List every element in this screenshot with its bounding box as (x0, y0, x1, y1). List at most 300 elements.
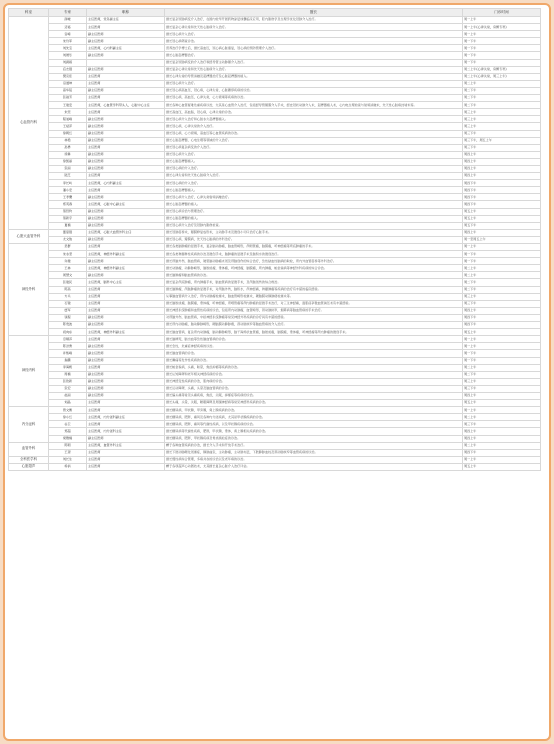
doctor-title: 副主任医师 (87, 343, 165, 350)
clinic-time: 周五上午 (463, 215, 541, 222)
clinic-time: 周一上午(心律失常，房颤专科) (463, 24, 541, 31)
doctor-title: 主任医师，心血管学科带头人，心脏中心主任 (87, 102, 165, 109)
doctor-name: 徐朝红 (49, 130, 87, 137)
doctor-specialty: 擅长心脏起搏器，心电生理等领域的介入治疗。 (165, 137, 463, 144)
doctor-specialty: 擅长头痛，头晕，失眠，睡眠障碍及周围神经病等常见神经科疾病的诊治。 (165, 400, 463, 407)
table-body (9, 17, 541, 471)
department-cell: 神经内科 (9, 336, 49, 407)
doctor-specialty: 擅长复杂冠脉病变的介入治疗和经导管主动脉瓣介入治疗。 (165, 59, 463, 66)
clinic-time: 周三上午 (463, 378, 541, 385)
table-row (9, 329, 541, 336)
doctor-name: 许健 (49, 258, 87, 265)
department-cell: 全科医学科 (9, 456, 49, 463)
doctor-title: 副主任医师 (87, 52, 165, 59)
doctor-name: 李长岭 (49, 180, 87, 187)
doctor-specialty: 擅长心脏起搏器植入。 (165, 158, 463, 165)
doctor-name: 张建民 (49, 279, 87, 286)
doctor-name: 杨俏 (49, 463, 87, 470)
clinic-time: 周四上午 (463, 435, 541, 442)
doctor-name: 迈裕 (49, 24, 87, 31)
table-row (9, 435, 541, 442)
clinic-time: 周二上午 (463, 442, 541, 449)
doctor-name: 徐小红 (49, 414, 87, 421)
doctor-name: 刘鸥娟 (49, 59, 87, 66)
doctor-title: 主任医师，内分泌科副主任 (87, 414, 165, 421)
doctor-specialty: 擅长冠心病高血压，冠心病，心律失常，心脏骤停疾病的诊治。 (165, 87, 463, 94)
doctor-specialty: 擅长脑血管病的诊治。 (165, 350, 463, 357)
doctor-specialty: 擅长冠心病介入治疗。 (165, 31, 463, 38)
clinic-time: 周二上午 (463, 414, 541, 421)
doctor-title: 主任医师 (87, 244, 165, 251)
doctor-specialty: 擅长颅内动脉瘤，脑动静脉畸形，硬脑膜动静脉瘘，颈动脉狭窄等脑血管病的介入治疗。 (165, 322, 463, 329)
doctor-name: 郑英春 (49, 201, 87, 208)
doctor-specialty: 精于各种血管疾病的诊治，擅长介入手术和开放手术治疗。 (165, 442, 463, 449)
doctor-name: 刘晶 (49, 400, 87, 407)
header-specialty: 擅长 (165, 9, 463, 17)
clinic-time: 周五上午 (463, 208, 541, 215)
clinic-time: 周三上午 (463, 293, 541, 300)
table-row (9, 322, 541, 329)
doctor-specialty: 擅长糖尿病，肥胖，痛风等代谢性疾病，以及甲状腺疾病的诊治。 (165, 421, 463, 428)
table-row (9, 144, 541, 151)
doctor-specialty: 擅长下肢动脉硬化闭塞症，静脉曲张，主动脉瘤，主动脉夹层，下肢静脉血栓及颈动脉狭窄等血管疾病的诊治。 (165, 449, 463, 456)
doctor-title: 主任医师 (87, 24, 165, 31)
doctor-title: 主任医师，血管外科主任 (87, 442, 165, 449)
doctor-specialty: 擅长冠心病介入治疗。 (165, 80, 463, 87)
table-row (9, 236, 541, 243)
doctor-title: 主任医师 (87, 336, 165, 343)
table-row (9, 73, 541, 80)
clinic-time: 周一下午 (463, 350, 541, 357)
clinic-time: 周一下午 (463, 45, 541, 52)
doctor-specialty: 擅长冠心病的介入治疗。 (165, 165, 463, 172)
clinic-time: 周二下午 (463, 95, 541, 102)
doctor-title: 主任医师 (87, 73, 165, 80)
clinic-time: 周四下午 (463, 187, 541, 194)
table-row (9, 208, 541, 215)
doctor-specialty: 擅长各类脑肿瘤的显微手术，复杂脑动脉瘤，脑血管畸形，颅咽管瘤，脑膜瘤，听神经瘤等颅底肿瘤的手术。 (165, 244, 463, 251)
clinic-time: 周二上午 (463, 265, 541, 272)
header-expert: 专家 (49, 9, 87, 17)
table-row (9, 442, 541, 449)
department-cell: 神经外科 (9, 244, 49, 336)
clinic-time: 周一上午 (463, 456, 541, 463)
doctor-name: 董爱强 (49, 229, 87, 236)
doctor-title: 主任医师，内分泌科主任 (87, 428, 165, 435)
doctor-title: 副主任医师 (87, 385, 165, 392)
doctor-specialty: 擅长心律失常的导管消融及起搏器治疗及心脏起搏器的植入。 (165, 73, 463, 80)
doctor-specialty: 擅长运动障碍，头痛，头晕及脑血管病的诊治。 (165, 385, 463, 392)
doctor-specialty: 擅长动脉瘤，动静脉畸形，脑胶质瘤，垂体瘤，听神经瘤，脑膜瘤，颅内肿瘤，帕金森病等神经外科疾病的综合诊治。 (165, 265, 463, 272)
doctor-specialty: 擅长心脏起搏器的植入。 (165, 215, 463, 222)
doctor-name: 陈洪勇 (49, 343, 87, 350)
clinic-time: 周四上午 (463, 392, 541, 399)
doctor-name: 徐凯丽 (49, 158, 87, 165)
doctor-specialty: 擅长急性，危重症神经疾病的诊治。 (165, 343, 463, 350)
header-department: 科室 (9, 9, 49, 17)
clinic-time: 周二下午 (463, 371, 541, 378)
table-row (9, 421, 541, 428)
doctor-name: 徐耕 (49, 151, 87, 158)
doctor-specialty: 营养治疗学博士后，擅长高血压，冠心病心脏康复，冠心病的预防管理介入治疗。 (165, 45, 463, 52)
doctor-name: 王建安 (49, 102, 87, 109)
table-row (9, 400, 541, 407)
doctor-name: 周慧文 (49, 272, 87, 279)
doctor-specialty: 从事脑血管病介入治疗，颅内动脉瘤栓塞术，脑血管畸形栓塞术，硬脑膜动静脉瘘栓塞术等。 (165, 293, 463, 300)
department-cell: 内分泌科 (9, 407, 49, 442)
clinic-time: 周三上午 (463, 116, 541, 123)
doctor-specialty: 擅长脑血管病，复杂颅内动脉瘤，脑动静脉畸形，脑干海绵状血管瘤，脑胶质瘤，脑膜瘤，垂体瘤，听神经瘤等颅内肿瘤的微创手术。 (165, 329, 463, 336)
doctor-title: 主任医师，心脏中心副主任 (87, 201, 165, 208)
doctor-specialty: 擅长心脏起搏器的植入。 (165, 201, 463, 208)
doctor-title: 主任医师 (87, 293, 165, 300)
clinic-time: 周二下午 (463, 87, 541, 94)
doctor-name: 祝向东 (49, 329, 87, 336)
clinic-time: 周二上午(心律失常，周三上午) (463, 73, 541, 80)
doctor-specialty: 擅长心脏起搏器治疗。 (165, 52, 463, 59)
doctor-specialty: 擅长冠心病介入治疗和心脏永久起搏器植入。 (165, 116, 463, 123)
doctor-name: 孙勇 (49, 144, 87, 151)
table-row (9, 428, 541, 435)
doctor-title: 主任医师，脑科中心主任 (87, 279, 165, 286)
table-row (9, 31, 541, 38)
clinic-time: 周二上午 (463, 364, 541, 371)
doctor-name: 石键 (49, 300, 87, 307)
doctor-specialty: 擅长心律失常和先天性心脏病介入治疗。 (165, 173, 463, 180)
doctor-specialty: 擅长糖尿病，肥胖，痛风及各种内分泌疾病，尤其是甲状腺疾病的诊治。 (165, 414, 463, 421)
doctor-title (87, 59, 165, 66)
doctor-name: 蔡新宇 (49, 215, 87, 222)
doctor-name: 方兵 (49, 293, 87, 300)
doctor-name: 谷卫 (49, 421, 87, 428)
doctor-name: 陈朝 (49, 442, 87, 449)
clinic-time: 周二上午 (463, 272, 541, 279)
table-row (9, 222, 541, 229)
doctor-name: 朱莞 (49, 109, 87, 116)
doctor-title: 主任医师 (87, 109, 165, 116)
department-cell: 心血管内科 (9, 17, 49, 230)
doctor-name: 刘长生 (49, 456, 87, 463)
doctor-title: 副主任医师 (87, 31, 165, 38)
doctor-title: 主任医师，心内科副主任 (87, 45, 165, 52)
doctor-name: 后志强 (49, 66, 87, 73)
doctor-title: 副主任医师 (87, 392, 165, 399)
doctor-name: 郑超 (49, 428, 87, 435)
doctor-specialty: 擅长脑胶质瘤，脑膜瘤，垂体瘤，听神经瘤，颅咽管瘤等颅内肿瘤的显微手术治疗，对三叉神经痛，面肌痉挛微血管减压术有丰富经验。 (165, 300, 463, 307)
table-row (9, 265, 541, 272)
clinic-time: 周一上午 (463, 336, 541, 343)
doctor-name: 蔡哲钧 (49, 208, 87, 215)
table-row (9, 130, 541, 137)
doctor-title: 主任医师，神经外科副主任 (87, 265, 165, 272)
doctor-title: 主任医师 (87, 286, 165, 293)
doctor-title: 副主任医师 (87, 123, 165, 130)
doctor-specialty: 擅长冠心病介入治疗，心律失常射频消融治疗。 (165, 194, 463, 201)
doctor-title: 副主任医师 (87, 38, 165, 45)
clinic-time: 周二上午 (463, 80, 541, 87)
table-row (9, 300, 541, 307)
table-row (9, 194, 541, 201)
clinic-time: 周一下午 (463, 251, 541, 258)
clinic-time: 周三下午 (463, 144, 541, 151)
table-row (9, 187, 541, 194)
table-row (9, 87, 541, 94)
table-row (9, 95, 541, 102)
doctor-title: 主任医师，神经外科副主任 (87, 251, 165, 258)
doctor-name: 尤文俊 (49, 236, 87, 243)
doctor-specialty: 擅长复杂冠脉病变介入治疗，在国内较早开展药物涂层球囊临床应用，腔内影像学及生理学优化冠脉介入治疗。 (165, 17, 463, 24)
clinic-time: 周一下午 (463, 357, 541, 364)
clinic-time: 周五上午 (463, 400, 541, 407)
table-row (9, 52, 541, 59)
doctor-title: 副主任医师 (87, 350, 165, 357)
table-row (9, 66, 541, 73)
doctor-title: 主任医师 (87, 300, 165, 307)
clinic-time: 周三下午 (463, 300, 541, 307)
table-row (9, 350, 541, 357)
clinic-time: 周四下午 (463, 201, 541, 208)
doctor-specialty: 擅长冠心病，瓣膜病，先天性心脏病的外科治疗。 (165, 236, 463, 243)
doctor-name: 沿道坤 (49, 80, 87, 87)
doctor-specialty: 擅长复杂心律失常和先天性心脏病介入治疗。 (165, 24, 463, 31)
doctor-specialty: 擅长颅脑外伤，脑血管病，破裂脑动脉瘤夹闭及颅脑创伤的综合治疗，急性缺血性脑病的取栓，颅内外血管搭桥等外科治疗。 (165, 258, 463, 265)
clinic-time: 周一上午 (463, 343, 541, 350)
table-row (9, 463, 541, 470)
doctor-title: 副主任医师 (87, 151, 165, 158)
table-row (9, 385, 541, 392)
doctor-specialty: 擅长偏头痛等常见头痛疾病，焦虑，失眠，抑郁症等疾病的诊治。 (165, 392, 463, 399)
table-row (9, 456, 541, 463)
clinic-time: 周四下午 (463, 180, 541, 187)
clinic-time: 周四上午 (463, 173, 541, 180)
doctor-title: 主任医师 (87, 80, 165, 87)
table-row (9, 109, 541, 116)
doctor-title: 副主任医师 (87, 272, 165, 279)
doctor-name: 刘先宝 (49, 45, 87, 52)
clinic-time: 周二下午 (463, 286, 541, 293)
clinic-time: 周四上午 (463, 307, 541, 314)
clinic-time: 周一下午 (463, 52, 541, 59)
clinic-time: 周三下午 (463, 130, 541, 137)
doctor-name: 商峻 (49, 17, 87, 24)
doctor-specialty: 擅长冠脉搭桥术，瓣膜修复成形术，主动脉手术及微创小切口治疗心脏手术。 (165, 229, 463, 236)
doctor-name: 王斌萍 (49, 123, 87, 130)
doctor-title: 副主任医师 (87, 322, 165, 329)
table-row (9, 307, 541, 314)
doctor-specialty: 擅长冠心病诊治与管理治疗。 (165, 208, 463, 215)
doctor-title: 副主任医师 (87, 130, 165, 137)
doctor-name: 高华锭 (49, 87, 87, 94)
doctor-specialty: 擅长各种心血管疑难危重疾病诊治，尤其是心血管介入治疗，包括经导管瓣膜介入手术，经皮冠状动脉介入术，起搏器植入术，心内电生理检查与射频消融术，先天性心脏病封堵术等。 (165, 102, 463, 109)
doctor-name: 吴群 (49, 244, 87, 251)
clinic-time: 周四下午 (463, 194, 541, 201)
department-cell: 心脏大血管外科 (9, 229, 49, 243)
doctor-name: 梁雅楠 (49, 435, 87, 442)
doctor-specialty: 擅长冠心病的介入治疗。 (165, 180, 463, 187)
clinic-time: 周四上午 (463, 229, 541, 236)
doctor-specialty: 擅长神经系统肿瘤和血管性疾病的诊治，包括颅内动脉瘤，血管畸形，颈动脉狭窄，烟雾病等脑血管病的手术治疗。 (165, 307, 463, 314)
doctor-name: 朱永坚 (49, 251, 87, 258)
doctor-title: 主任医师 (87, 364, 165, 371)
doctor-specialty: 擅长慢性病综合管理，多病共存的诊治以及老年病的诊治。 (165, 456, 463, 463)
doctor-name: 陈贵波 (49, 322, 87, 329)
doctor-name: 张淑芳 (49, 95, 87, 102)
doctor-specialty: 擅长糖尿病，甲状腺，甲旁腺，肾上腺疾病的诊治。 (165, 407, 463, 414)
department-cell: 血管外科 (9, 442, 49, 456)
table-row (9, 407, 541, 414)
doctor-title: 主任医师 (87, 144, 165, 151)
table-row (9, 251, 541, 258)
table-row (9, 102, 541, 109)
doctor-specialty: 擅长认知障碍和老年相关神经疾病的诊治。 (165, 371, 463, 378)
doctor-title: 副主任医师 (87, 158, 165, 165)
doctor-specialty: 对颅脑外伤，脑血管病，中枢神经系统肿瘤等常见神经外科疾病的诊疗具有丰富的经验。 (165, 314, 463, 321)
doctor-title: 主任医师 (87, 173, 165, 180)
doctor-name: 樊克佳 (49, 73, 87, 80)
doctor-title: 主任医师 (87, 95, 165, 102)
clinic-time: 周五上午 (463, 329, 541, 336)
doctor-title: 主任医师 (87, 463, 165, 470)
doctor-name: 程旭峰 (49, 116, 87, 123)
clinic-time: 周四下午 (463, 314, 541, 321)
header-clinic-time: 门诊时间 (463, 9, 541, 17)
doctor-specialty: 擅长糖尿病等代谢性疾病，肥胖，甲状腺，垂体，肾上腺相关疾病的诊治。 (165, 428, 463, 435)
doctor-title: 副主任医师 (87, 165, 165, 172)
doctor-specialty: 擅长神经变性疾病的诊治，肌肉病的诊治。 (165, 378, 463, 385)
doctor-title: 副主任医师 (87, 378, 165, 385)
clinic-time: 周一上午 (463, 407, 541, 414)
doctor-name: 王林 (49, 265, 87, 272)
table-row (9, 364, 541, 371)
doctor-name: 翁鹏 (49, 357, 87, 364)
doctor-name: 朱玲军 (49, 38, 87, 45)
table-row (9, 123, 541, 130)
doctor-title: 主任医师 (87, 307, 165, 314)
doctor-specialty: 擅长复杂心律失常和先天性心脏病介入治疗。 (165, 66, 463, 73)
doctor-specialty: 擅长冠心病筛查诊治。 (165, 38, 463, 45)
doctor-name: 张俭新 (49, 378, 87, 385)
doctor-name: 宫峰 (49, 31, 87, 38)
doctor-title: 主任医师 (87, 400, 165, 407)
doctor-title: 副主任医师 (87, 314, 165, 321)
table-row (9, 180, 541, 187)
table-row (9, 80, 541, 87)
table-row (9, 286, 541, 293)
clinic-time: 周三下午 (463, 385, 541, 392)
doctor-title: 主任医师，心内科副主任 (87, 180, 165, 187)
doctor-title: 主任医师 (87, 407, 165, 414)
clinic-time: 周五上午 (463, 463, 541, 470)
doctor-name: 陆芝 (49, 173, 87, 180)
doctor-specialty: 擅长冠心病，高血压，心律失常，心力衰竭等疾病的诊治。 (165, 95, 463, 102)
doctor-name: 张丽 (49, 165, 87, 172)
table-row (9, 151, 541, 158)
doctor-title: 副主任医师 (87, 87, 165, 94)
doctor-title: 副主任医师 (87, 222, 165, 229)
clinic-time: 周四上午 (463, 165, 541, 172)
table-row (9, 116, 541, 123)
doctor-title: 副主任医师 (87, 66, 165, 73)
clinic-time: 周二上午(心律失常，房颤专科) (463, 66, 541, 73)
clinic-time: 周三下午，周五上午 (463, 137, 541, 144)
doctor-name: 周楠 (49, 371, 87, 378)
table-row (9, 244, 541, 251)
table-row (9, 258, 541, 265)
doctor-title: 副主任医师 (87, 435, 165, 442)
table-row (9, 272, 541, 279)
table-row (9, 201, 541, 208)
table-row (9, 414, 541, 421)
header-title: 职称 (87, 9, 165, 17)
clinic-time: 周五下午 (463, 222, 541, 229)
clinic-time: 周二下午 (463, 102, 541, 109)
clinic-time: 周四上午 (463, 151, 541, 158)
doctor-name: 林稳 (49, 137, 87, 144)
doctor-specialty: 擅长冠心病介入治疗。 (165, 151, 463, 158)
table-row (9, 229, 541, 236)
table-row (9, 392, 541, 399)
doctor-specialty: 擅长复杂颅底肿瘤，颅内肿瘤手术，脑血管病的显微手术，及颅脑创伤的综合救治。 (165, 279, 463, 286)
table-row (9, 45, 541, 52)
clinic-time: 周二下午 (463, 279, 541, 286)
clinic-schedule-table (8, 8, 541, 471)
doctor-title: 主任医师，心脏大血管外科主任 (87, 229, 165, 236)
table-header-row (9, 9, 541, 17)
doctor-name: 潘小宏 (49, 187, 87, 194)
doctor-name: 王孝鹰 (49, 194, 87, 201)
doctor-specialty: 擅长脑肿瘤，颅脑肿瘤的显微手术，对颅脑外伤，脑积水，颅神经痛，脊髓肿瘤等疾病的治疗有丰富的临床经验。 (165, 286, 463, 293)
table-row (9, 314, 541, 321)
clinic-time: 周三上午 (463, 109, 541, 116)
doctor-title: 副主任医师 (87, 116, 165, 123)
clinic-time: 周一上午 (463, 17, 541, 24)
doctor-specialty: 擅长高血压，高血脂，冠心病，心律失常的诊治。 (165, 109, 463, 116)
clinic-time: 周一上午 (463, 244, 541, 251)
doctor-name: 章顺莎 (49, 336, 87, 343)
doctor-name: 虞军 (49, 307, 87, 314)
clinic-time: 周四上午 (463, 428, 541, 435)
department-cell: 心脏超声 (9, 463, 49, 470)
clinic-time: 周四下午 (463, 449, 541, 456)
table-row (9, 137, 541, 144)
doctor-name: 夏楠 (49, 222, 87, 229)
doctor-title: 主任医师，党务副主任 (87, 17, 165, 24)
clinic-time: 周一下午 (463, 258, 541, 265)
doctor-title: 主任医师 (87, 456, 165, 463)
table-row (9, 279, 541, 286)
doctor-specialty: 擅长糖尿病，肥胖，甲状腺疾病及骨质疏松症的诊治。 (165, 435, 463, 442)
doctor-specialty: 精于各项超声心动图技术，尤其擅长复杂心脏介入治疗评估。 (165, 463, 463, 470)
doctor-name: 赵丽 (49, 392, 87, 399)
clinic-time: 周四上午 (463, 158, 541, 165)
doctor-specialty: 擅长冠心病，心律失常的介入治疗。 (165, 123, 463, 130)
table-row (9, 293, 541, 300)
table-row (9, 371, 541, 378)
doctor-title: 副主任医师 (87, 208, 165, 215)
clinic-time: 周四下午 (463, 322, 541, 329)
doctor-name: 钱程 (49, 314, 87, 321)
table-row (9, 357, 541, 364)
clinic-time: 周一下午 (463, 59, 541, 66)
table-row (9, 378, 541, 385)
clinic-time: 周一至周五上午 (463, 236, 541, 243)
doctor-specialty: 擅长冠心病，心力衰竭，高血压等心血管疾病的诊治。 (165, 130, 463, 137)
doctor-name: 许熊峰 (49, 350, 87, 357)
doctor-title: 副主任医师 (87, 137, 165, 144)
doctor-name: 陈高 (49, 286, 87, 293)
table-row (9, 343, 541, 350)
doctor-title: 副主任医师 (87, 236, 165, 243)
